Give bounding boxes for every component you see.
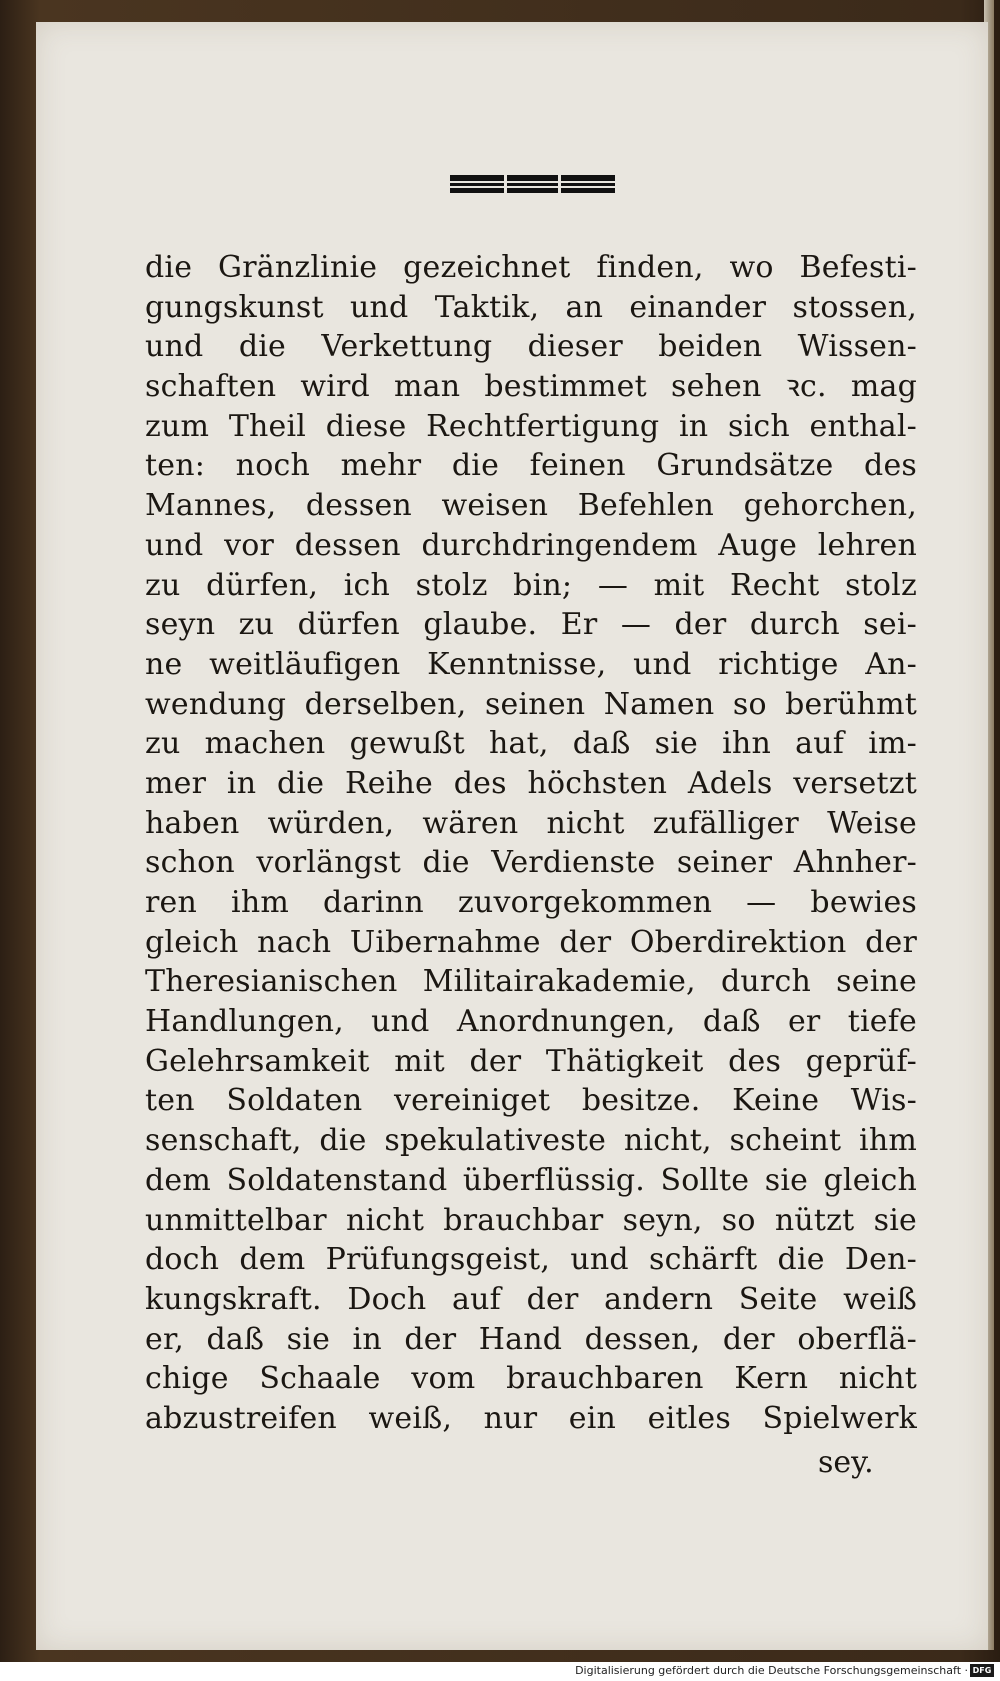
- text-line: unmittelbar nicht brauchbar seyn, so nützt sie: [145, 1202, 917, 1238]
- text-line: abzustreifen weiß, nur ein eitles Spielwerk: [145, 1400, 917, 1436]
- text-line: Theresianischen Militairakademie, durch seine: [145, 964, 917, 1000]
- text-line: er, daß sie in der Hand dessen, der oberflä-: [145, 1321, 917, 1357]
- text-line: schaften wird man bestimmet sehen ꝛc. mag: [145, 369, 917, 405]
- text-line: Handlungen, und Anordnungen, daß er tiefe: [145, 1004, 917, 1040]
- text-line: Gelehrsamkeit mit der Thätigkeit des geprüf-: [145, 1043, 917, 1079]
- ornament-rule-bottom: [450, 188, 615, 193]
- digitization-credit: Digitalisierung gefördert durch die Deutsche Forschungsgemeinschaft ·: [575, 1664, 968, 1677]
- text-line: zu machen gewußt hat, daß sie ihn auf im-: [145, 726, 917, 762]
- catchword: sey.: [818, 1445, 874, 1480]
- ornament-divider: [504, 175, 507, 193]
- text-line: senschaft, die spekulativeste nicht, scheint ihm: [145, 1123, 917, 1159]
- text-line: zum Theil diese Rechtfertigung in sich enthal-: [145, 408, 917, 444]
- text-line: wendung derselben, seinen Namen so berühmt: [145, 686, 917, 722]
- text-line: Mannes, dessen weisen Befehlen gehorchen,: [145, 488, 917, 524]
- text-line: zu dürfen, ich stolz bin; — mit Recht stolz: [145, 567, 917, 603]
- text-line: ne weitläufigen Kenntnisse, und richtige An-: [145, 646, 917, 682]
- text-line: dem Soldatenstand überflüssig. Sollte sie gleich: [145, 1162, 917, 1198]
- ornament-rule-middle: [450, 183, 615, 186]
- text-line: doch dem Prüfungsgeist, und schärft die Den-: [145, 1242, 917, 1278]
- header-ornament: [450, 175, 615, 193]
- text-line: ten Soldaten vereiniget besitze. Keine Wis-: [145, 1083, 917, 1119]
- ornament-divider: [558, 175, 561, 193]
- dfg-logo: DFG: [970, 1664, 994, 1677]
- text-line: gleich nach Uibernahme der Oberdirektion der: [145, 924, 917, 960]
- text-line: die Gränzlinie gezeichnet finden, wo Befesti-: [145, 250, 917, 285]
- text-line: seyn zu dürfen glaube. Er — der durch sei-: [145, 607, 917, 643]
- text-line: gungskunst und Taktik, an einander stossen,: [145, 289, 917, 325]
- text-line: ten: noch mehr die feinen Grundsätze des: [145, 448, 917, 484]
- text-line: haben würden, wären nicht zufälliger Weise: [145, 805, 917, 841]
- text-line: kungskraft. Doch auf der andern Seite weiß: [145, 1281, 917, 1317]
- text-line: mer in die Reihe des höchsten Adels versetzt: [145, 765, 917, 801]
- ornament-rule-top: [450, 175, 615, 181]
- text-line: chige Schaale vom brauchbaren Kern nicht: [145, 1361, 917, 1397]
- text-line: und vor dessen durchdringendem Auge lehren: [145, 527, 917, 563]
- body-text: [145, 248, 917, 1439]
- text-line: ren ihm darinn zuvorgekommen — bewies: [145, 885, 917, 920]
- text-line: schon vorlängst die Verdienste seiner Ahnher-: [145, 845, 917, 881]
- text-line: und die Verkettung dieser beiden Wissen-: [145, 329, 917, 365]
